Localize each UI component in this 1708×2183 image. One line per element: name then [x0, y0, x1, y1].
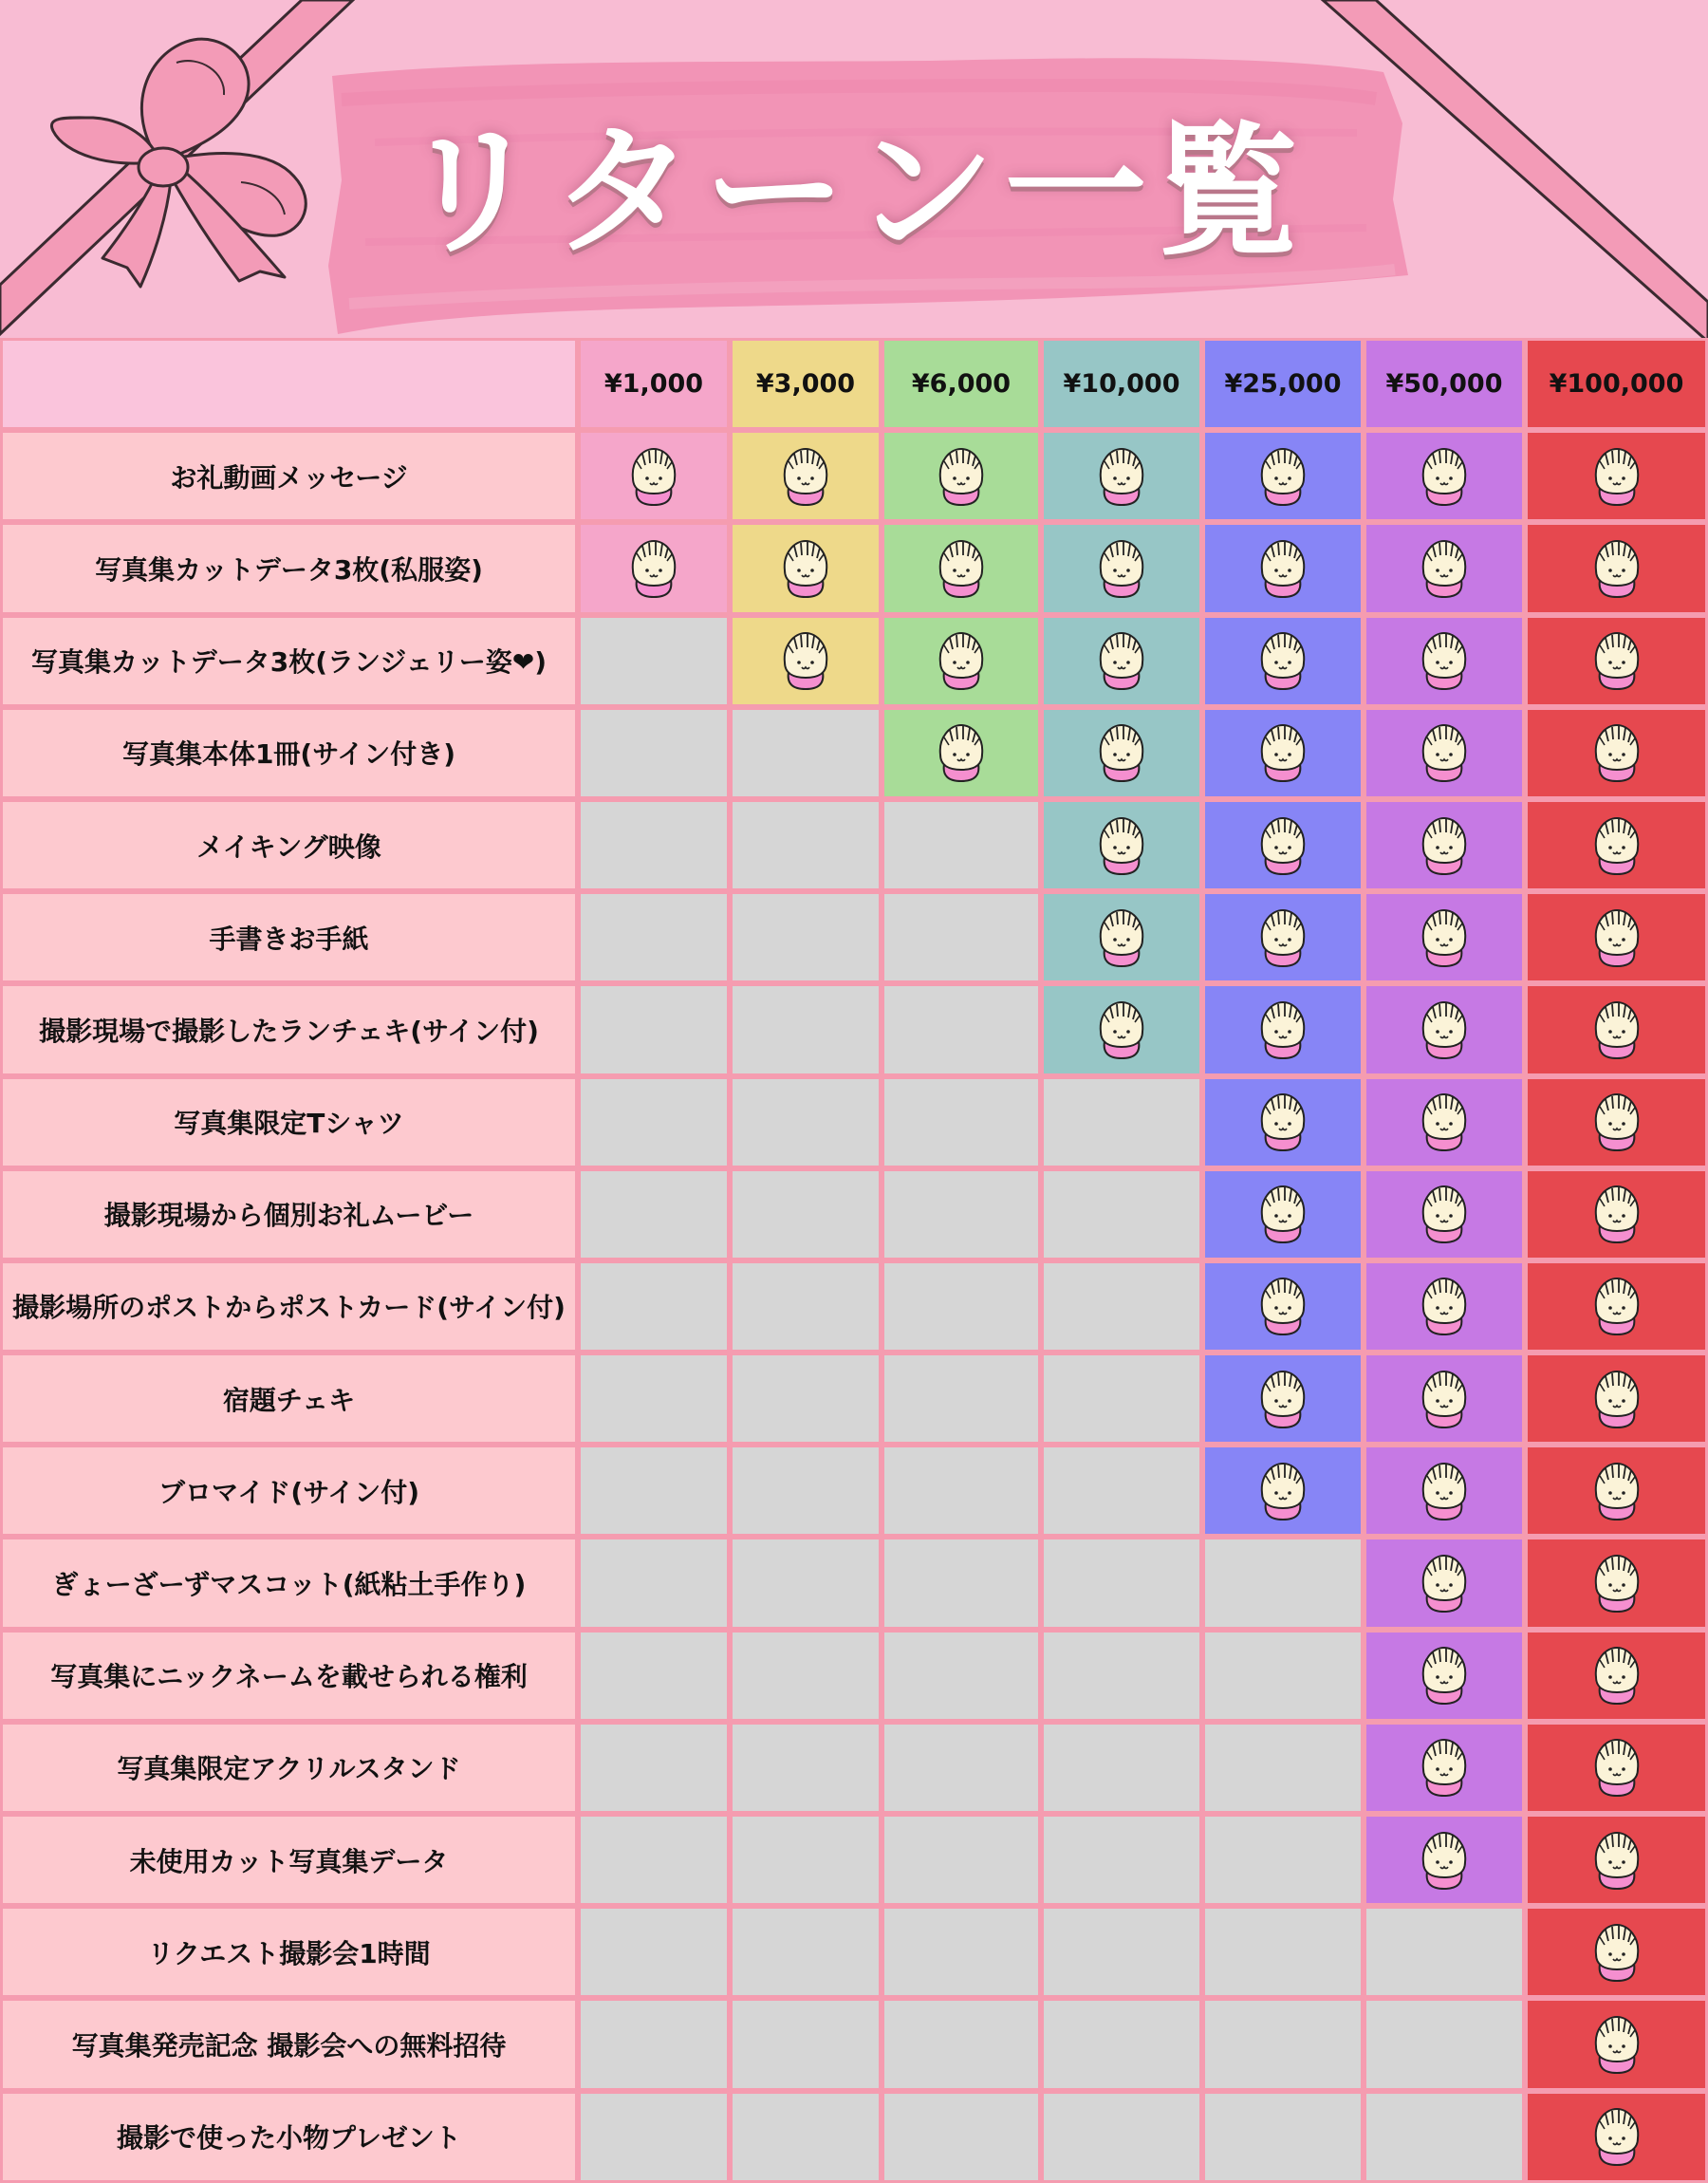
included-cell [1202, 615, 1364, 707]
included-cell [1525, 1906, 1708, 1998]
return-item-label: リクエスト撮影会1時間 [0, 1906, 578, 1998]
empty-cell [730, 1353, 882, 1445]
empty-cell [578, 1537, 730, 1629]
included-cell [1041, 983, 1202, 1075]
gyoza-mascot-icon [1590, 1184, 1643, 1244]
empty-cell [730, 891, 882, 983]
empty-cell [882, 1630, 1041, 1722]
included-cell [1041, 522, 1202, 614]
included-cell [730, 615, 882, 707]
return-item-label: 写真集にニックネームを載せられる権利 [0, 1630, 578, 1722]
empty-cell [578, 1814, 730, 1906]
gyoza-mascot-icon [1256, 999, 1309, 1060]
gyoza-mascot-icon [1418, 1184, 1471, 1244]
gyoza-mascot-icon [1590, 1461, 1643, 1521]
gyoza-mascot-icon [1418, 630, 1471, 691]
included-cell [1525, 707, 1708, 799]
included-cell [1364, 983, 1525, 1075]
empty-cell [578, 1722, 730, 1814]
return-item-label: 撮影で使った小物プレゼント [0, 2091, 578, 2183]
return-item-label: 手書きお手紙 [0, 891, 578, 983]
included-cell [882, 522, 1041, 614]
included-cell [1364, 707, 1525, 799]
gyoza-mascot-icon [1418, 1461, 1471, 1521]
gyoza-mascot-icon [1418, 815, 1471, 876]
gyoza-mascot-icon [1590, 446, 1643, 507]
gyoza-mascot-icon [1590, 1553, 1643, 1614]
tier-price-header: ¥10,000 [1041, 338, 1202, 430]
empty-cell [578, 891, 730, 983]
gyoza-mascot-icon [1590, 630, 1643, 691]
gyoza-mascot-icon [1095, 907, 1148, 968]
included-cell [1202, 1260, 1364, 1353]
empty-cell [578, 983, 730, 1075]
gyoza-mascot-icon [1590, 1276, 1643, 1336]
empty-cell [882, 1076, 1041, 1168]
empty-cell [1202, 2091, 1364, 2183]
empty-cell [882, 983, 1041, 1075]
return-item-label: 写真集限定Tシャツ [0, 1076, 578, 1168]
gyoza-mascot-icon [1095, 446, 1148, 507]
included-cell [1364, 615, 1525, 707]
gyoza-mascot-icon [1418, 538, 1471, 599]
included-cell [882, 707, 1041, 799]
gyoza-mascot-icon [1590, 999, 1643, 1060]
included-cell [1525, 430, 1708, 522]
gyoza-mascot-icon [1590, 1092, 1643, 1152]
gyoza-mascot-icon [1418, 1830, 1471, 1891]
included-cell [1202, 891, 1364, 983]
gyoza-mascot-icon [1418, 1645, 1471, 1706]
empty-cell [578, 1630, 730, 1722]
included-cell [578, 430, 730, 522]
empty-cell [1041, 1260, 1202, 1353]
return-item-label: ブロマイド(サイン付) [0, 1445, 578, 1537]
gyoza-mascot-icon [1256, 1184, 1309, 1244]
included-cell [1202, 1445, 1364, 1537]
included-cell [1364, 430, 1525, 522]
empty-cell [1041, 1998, 1202, 2090]
included-cell [1364, 1445, 1525, 1537]
gyoza-mascot-icon [1256, 1369, 1309, 1429]
included-cell [1202, 430, 1364, 522]
empty-cell [578, 1998, 730, 2090]
included-cell [1041, 615, 1202, 707]
gyoza-mascot-icon [779, 630, 832, 691]
returns-table [0, 338, 1708, 2183]
gyoza-mascot-icon [1418, 1737, 1471, 1798]
return-item-label: 撮影現場から個別お礼ムービー [0, 1168, 578, 1260]
gyoza-mascot-icon [1590, 1737, 1643, 1798]
empty-cell [1364, 1998, 1525, 2090]
gyoza-mascot-icon [935, 538, 988, 599]
empty-cell [882, 1814, 1041, 1906]
empty-cell [1041, 1537, 1202, 1629]
gyoza-mascot-icon [1256, 907, 1309, 968]
empty-cell [578, 799, 730, 891]
gyoza-mascot-icon [1590, 815, 1643, 876]
included-cell [1525, 2091, 1708, 2183]
empty-cell [578, 1260, 730, 1353]
gyoza-mascot-icon [1590, 2106, 1643, 2167]
gyoza-mascot-icon [779, 446, 832, 507]
empty-cell [1202, 1998, 1364, 2090]
gyoza-mascot-icon [1256, 1461, 1309, 1521]
included-cell [1525, 1814, 1708, 1906]
included-cell [1364, 1168, 1525, 1260]
empty-cell [882, 1445, 1041, 1537]
return-item-label: 写真集カットデータ3枚(私服姿) [0, 522, 578, 614]
empty-cell [730, 1998, 882, 2090]
return-item-label: ぎょーざーずマスコット(紙粘土手作り) [0, 1537, 578, 1629]
gyoza-mascot-icon [1418, 907, 1471, 968]
gyoza-mascot-icon [1590, 1830, 1643, 1891]
included-cell [1202, 799, 1364, 891]
empty-cell [578, 1076, 730, 1168]
gyoza-mascot-icon [1418, 1092, 1471, 1152]
included-cell [1525, 1630, 1708, 1722]
gyoza-mascot-icon [1256, 538, 1309, 599]
included-cell [1525, 522, 1708, 614]
included-cell [1202, 1076, 1364, 1168]
tier-price-header: ¥100,000 [1525, 338, 1708, 430]
empty-cell [882, 799, 1041, 891]
empty-cell [730, 2091, 882, 2183]
empty-cell [1202, 1630, 1364, 1722]
empty-cell [730, 707, 882, 799]
included-cell [1364, 799, 1525, 891]
empty-cell [1041, 1906, 1202, 1998]
included-cell [1525, 1537, 1708, 1629]
empty-cell [882, 891, 1041, 983]
empty-cell [730, 1906, 882, 1998]
empty-cell [730, 799, 882, 891]
included-cell [1041, 707, 1202, 799]
empty-cell [1202, 1537, 1364, 1629]
gyoza-mascot-icon [1418, 722, 1471, 783]
included-cell [1525, 1353, 1708, 1445]
return-item-label: 宿題チェキ [0, 1353, 578, 1445]
empty-cell [1041, 1445, 1202, 1537]
included-cell [1364, 1630, 1525, 1722]
included-cell [1525, 1260, 1708, 1353]
gyoza-mascot-icon [1590, 1922, 1643, 1983]
included-cell [1202, 1353, 1364, 1445]
gyoza-mascot-icon [935, 630, 988, 691]
gyoza-mascot-icon [1256, 446, 1309, 507]
empty-cell [882, 2091, 1041, 2183]
empty-cell [578, 1906, 730, 1998]
included-cell [1202, 983, 1364, 1075]
empty-cell [730, 1722, 882, 1814]
included-cell [882, 615, 1041, 707]
empty-cell [1364, 2091, 1525, 2183]
tier-price-header: ¥6,000 [882, 338, 1041, 430]
empty-cell [578, 1445, 730, 1537]
included-cell [1202, 1168, 1364, 1260]
empty-cell [1041, 1076, 1202, 1168]
tier-price-header: ¥3,000 [730, 338, 882, 430]
return-item-label: 写真集カットデータ3枚(ランジェリー姿❤) [0, 615, 578, 707]
gyoza-mascot-icon [627, 446, 680, 507]
empty-cell [882, 1168, 1041, 1260]
empty-cell [730, 1076, 882, 1168]
header [0, 0, 1708, 338]
empty-cell [1364, 1906, 1525, 1998]
included-cell [1364, 891, 1525, 983]
included-cell [578, 522, 730, 614]
empty-cell [1202, 1906, 1364, 1998]
gyoza-mascot-icon [1256, 815, 1309, 876]
included-cell [1525, 891, 1708, 983]
return-item-label: 撮影場所のポストからポストカード(サイン付) [0, 1260, 578, 1353]
included-cell [1525, 1722, 1708, 1814]
included-cell [882, 430, 1041, 522]
empty-cell [1041, 1630, 1202, 1722]
gyoza-mascot-icon [1590, 1645, 1643, 1706]
gyoza-mascot-icon [627, 538, 680, 599]
empty-cell [578, 1353, 730, 1445]
included-cell [1364, 1353, 1525, 1445]
gyoza-mascot-icon [1418, 446, 1471, 507]
empty-cell [730, 1445, 882, 1537]
included-cell [1525, 1998, 1708, 2090]
gyoza-mascot-icon [1590, 1369, 1643, 1429]
return-item-label: 写真集限定アクリルスタンド [0, 1722, 578, 1814]
included-cell [1364, 1076, 1525, 1168]
return-item-label: 撮影現場で撮影したランチェキ(サイン付) [0, 983, 578, 1075]
empty-cell [730, 1814, 882, 1906]
empty-cell [882, 1260, 1041, 1353]
empty-cell [578, 2091, 730, 2183]
return-item-label: メイキング映像 [0, 799, 578, 891]
empty-cell [1041, 2091, 1202, 2183]
return-item-label: お礼動画メッセージ [0, 430, 578, 522]
empty-cell [882, 1998, 1041, 2090]
empty-cell [1041, 1353, 1202, 1445]
empty-cell [730, 1260, 882, 1353]
empty-cell [730, 1168, 882, 1260]
gyoza-mascot-icon [1590, 538, 1643, 599]
included-cell [1525, 1076, 1708, 1168]
gyoza-mascot-icon [1256, 630, 1309, 691]
page-title: リターン一覧 [399, 110, 1309, 275]
included-cell [1364, 522, 1525, 614]
empty-cell [578, 615, 730, 707]
gyoza-mascot-icon [1095, 999, 1148, 1060]
included-cell [1525, 615, 1708, 707]
gyoza-mascot-icon [1095, 630, 1148, 691]
included-cell [1364, 1722, 1525, 1814]
included-cell [1525, 1445, 1708, 1537]
included-cell [1525, 983, 1708, 1075]
included-cell [730, 522, 882, 614]
empty-cell [1041, 1814, 1202, 1906]
empty-cell [730, 1630, 882, 1722]
gyoza-mascot-icon [1095, 538, 1148, 599]
gyoza-mascot-icon [935, 446, 988, 507]
gyoza-mascot-icon [1418, 1369, 1471, 1429]
empty-cell [1041, 1168, 1202, 1260]
return-item-label: 写真集本体1冊(サイン付き) [0, 707, 578, 799]
included-cell [1202, 522, 1364, 614]
empty-cell [882, 1537, 1041, 1629]
gyoza-mascot-icon [1590, 2014, 1643, 2075]
tier-price-header: ¥1,000 [578, 338, 730, 430]
included-cell [730, 430, 882, 522]
empty-cell [1202, 1722, 1364, 1814]
gyoza-mascot-icon [1095, 722, 1148, 783]
empty-cell [578, 707, 730, 799]
gyoza-mascot-icon [1590, 722, 1643, 783]
included-cell [1364, 1537, 1525, 1629]
gyoza-mascot-icon [935, 722, 988, 783]
empty-cell [882, 1722, 1041, 1814]
empty-cell [882, 1906, 1041, 1998]
gyoza-mascot-icon [1256, 722, 1309, 783]
tier-price-header: ¥50,000 [1364, 338, 1525, 430]
empty-cell [578, 1168, 730, 1260]
return-item-label: 未使用カット写真集データ [0, 1814, 578, 1906]
included-cell [1202, 707, 1364, 799]
included-cell [1041, 891, 1202, 983]
gyoza-mascot-icon [1418, 1553, 1471, 1614]
included-cell [1525, 1168, 1708, 1260]
gyoza-mascot-icon [1418, 1276, 1471, 1336]
gyoza-mascot-icon [1095, 815, 1148, 876]
gyoza-mascot-icon [1256, 1276, 1309, 1336]
gyoza-mascot-icon [779, 538, 832, 599]
included-cell [1041, 799, 1202, 891]
empty-cell [1202, 1814, 1364, 1906]
included-cell [1525, 799, 1708, 891]
included-cell [1364, 1814, 1525, 1906]
empty-cell [882, 1353, 1041, 1445]
gyoza-mascot-icon [1418, 999, 1471, 1060]
empty-cell [730, 1537, 882, 1629]
gyoza-mascot-icon [1590, 907, 1643, 968]
included-cell [1364, 1260, 1525, 1353]
tier-price-header: ¥25,000 [1202, 338, 1364, 430]
return-item-label: 写真集発売記念 撮影会への無料招待 [0, 1998, 578, 2090]
table-corner [0, 338, 578, 430]
gyoza-mascot-icon [1256, 1092, 1309, 1152]
empty-cell [1041, 1722, 1202, 1814]
included-cell [1041, 430, 1202, 522]
empty-cell [730, 983, 882, 1075]
